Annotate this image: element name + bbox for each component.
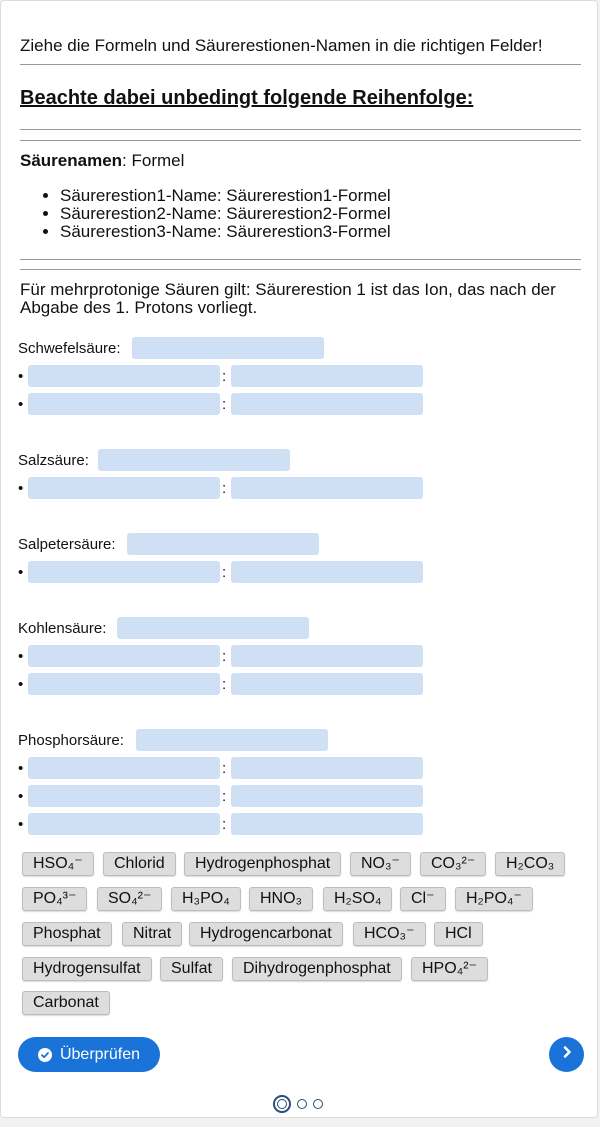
ion-formula-dropzone[interactable] [231,365,423,387]
check-button[interactable] [18,1037,160,1072]
divider [20,129,581,130]
bullet: • [18,648,24,665]
ion-name-dropzone[interactable] [28,785,220,807]
next-button[interactable] [549,1037,584,1072]
ion-formula-dropzone[interactable] [231,785,423,807]
format-bold: Säurenamen [20,151,123,170]
drag-chip[interactable]: Nitrat [122,922,182,946]
acid-label-phosphorsaeure: Phosphorsäure: [18,732,124,749]
page-dot-2[interactable] [297,1099,307,1109]
ion-name-dropzone[interactable] [28,477,220,499]
drag-chip[interactable]: PO₄³⁻ [22,887,87,911]
ion-name-dropzone[interactable] [28,393,220,415]
acid-formula-dropzone[interactable] [98,449,290,471]
ion-name-dropzone[interactable] [28,757,220,779]
ion-formula-dropzone[interactable] [231,813,423,835]
divider [20,259,581,260]
drag-chip[interactable]: Chlorid [103,852,176,876]
ion-formula-dropzone[interactable] [231,645,423,667]
drag-chip[interactable]: HPO₄²⁻ [411,957,488,981]
separator: : [222,760,227,777]
drag-chip[interactable]: Hydrogencarbonat [189,922,343,946]
order-list [20,187,600,241]
ion-formula-dropzone[interactable] [231,393,423,415]
format-line [20,151,184,171]
ion-formula-dropzone[interactable] [231,561,423,583]
bullet: • [18,816,24,833]
bullet: • [18,564,24,581]
pagination-dots [273,1095,323,1113]
drag-chip[interactable]: NO₃⁻ [350,852,411,876]
bullet: • [18,676,24,693]
drag-chip[interactable]: Cl⁻ [400,887,446,911]
acid-label-kohlensaeure: Kohlensäure: [18,620,107,637]
drag-chip[interactable]: Hydrogensulfat [22,957,152,981]
acid-label-schwefelsaeure: Schwefelsäure: [18,340,121,357]
bullet: • [18,396,24,413]
drag-chip[interactable]: HNO₃ [249,887,313,911]
drag-chip[interactable]: HSO₄⁻ [22,852,94,876]
separator: : [222,676,227,693]
acid-label-salpetersaeure: Salpetersäure: [18,536,116,553]
separator: : [222,368,227,385]
ion-formula-dropzone[interactable] [231,757,423,779]
drag-chip[interactable]: H₂SO₄ [323,887,392,911]
acid-formula-dropzone[interactable] [136,729,328,751]
drag-chip[interactable]: Dihydrogenphosphat [232,957,402,981]
bullet: • [18,368,24,385]
list-item: • Säurerestion1-Name: Säurerestion1-Formel [60,187,600,205]
drag-chip[interactable]: H₃PO₄ [171,887,241,911]
list-item: • Säurerestion3-Name: Säurerestion3-Formel [60,223,600,241]
drag-chip[interactable]: H₂CO₃ [495,852,565,876]
ion-formula-dropzone[interactable] [231,477,423,499]
acid-formula-dropzone[interactable] [117,617,309,639]
page-dot-1[interactable] [273,1095,291,1113]
separator: : [222,396,227,413]
ion-name-dropzone[interactable] [28,673,220,695]
intro-text: Ziehe die Formeln und Säurerestionen-Namen in die richtigen Felder! [20,36,543,55]
ion-name-dropzone[interactable] [28,645,220,667]
acid-label-salzsaeure: Salzsäure: [18,452,89,469]
separator: : [222,788,227,805]
drag-chip[interactable]: HCl [434,922,483,946]
acid-formula-dropzone[interactable] [132,337,324,359]
check-button-label: Überprüfen [59,1045,141,1063]
separator: : [222,816,227,833]
format-rest: : Formel [122,151,185,170]
ion-name-dropzone[interactable] [28,561,220,583]
drag-chip[interactable]: SO₄²⁻ [97,887,162,911]
list-item: • Säurerestion2-Name: Säurerestion2-Formel [60,205,600,223]
polyprotic-note: Für mehrprotonige Säuren gilt: Säurerestion 1 ist das Ion, das nach der Abgabe des 1. Protons vorliegt. [20,280,556,317]
ion-formula-dropzone[interactable] [231,673,423,695]
divider [20,64,581,65]
drag-chip[interactable]: Carbonat [22,991,110,1015]
bullet: • [18,760,24,777]
bullet: • [18,788,24,805]
drag-chip[interactable]: CO₃²⁻ [420,852,486,876]
drag-chip[interactable]: H₂PO₄⁻ [455,887,533,911]
chevron-right-icon [560,1045,574,1064]
ion-name-dropzone[interactable] [28,813,220,835]
drag-chip[interactable]: Sulfat [160,957,223,981]
ion-name-dropzone[interactable] [28,365,220,387]
acid-formula-dropzone[interactable] [127,533,319,555]
drag-chip[interactable]: Hydrogenphosphat [184,852,341,876]
bullet: • [18,480,24,497]
divider [20,140,581,141]
check-circle-icon [38,1048,52,1062]
separator: : [222,648,227,665]
page-dot-3[interactable] [313,1099,323,1109]
divider [20,269,581,270]
drag-chip[interactable]: Phosphat [22,922,112,946]
separator: : [222,564,227,581]
order-heading: Beachte dabei unbedingt folgende Reihenfolge: [20,87,474,109]
drag-chip[interactable]: HCO₃⁻ [353,922,426,946]
separator: : [222,480,227,497]
